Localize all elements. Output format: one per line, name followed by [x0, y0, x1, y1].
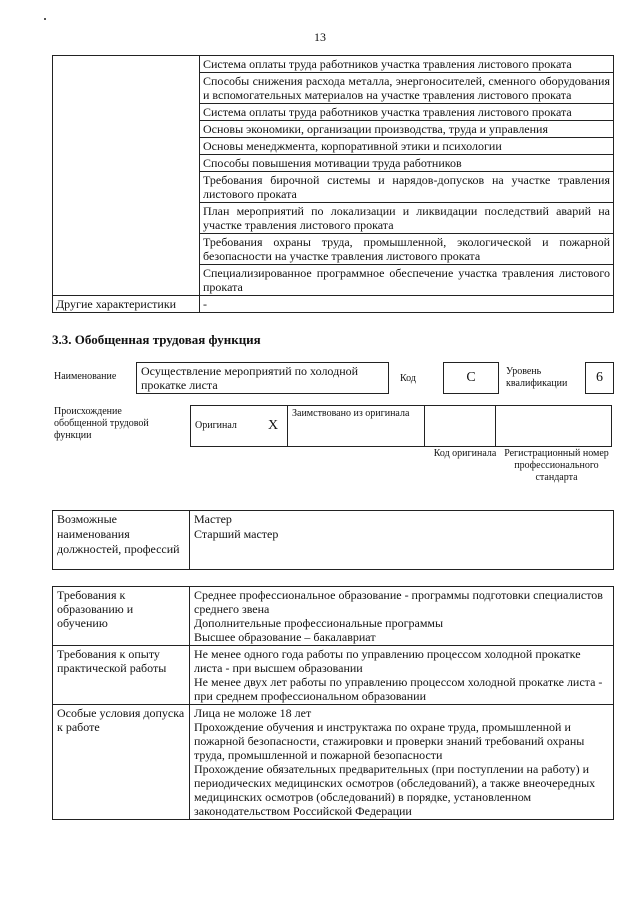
- reg-number-cell: [496, 406, 612, 447]
- position-item: Старший мастер: [194, 527, 279, 541]
- table-cell: Способы повышения мотивации труда работников: [200, 155, 614, 172]
- table-cell: Требования бирочной системы и нарядов-допусков на участке травления листового проката: [200, 172, 614, 203]
- other-characteristics-value: -: [200, 296, 614, 313]
- requirement-line: Не менее двух лет работы по управлению процессом холодной прокатке листа - при среднем профессиональном образовании: [194, 675, 603, 703]
- knowledge-table: [52, 55, 614, 313]
- code-box: [443, 362, 499, 394]
- section-title: 3.3. Обобщенная трудовая функция: [52, 332, 261, 347]
- special-conditions-values: [190, 705, 614, 820]
- page-number: 13: [314, 30, 326, 44]
- education-label: Требования к образованию и обучению: [53, 587, 190, 646]
- requirement-line: Среднее профессиональное образование - программы подготовки специалистов среднего звена: [194, 588, 603, 616]
- table-cell: Специализированное программное обеспечение участка травления листового проката: [200, 265, 614, 296]
- reg-number-caption: Регистрационный номер профессионального стандарта: [504, 448, 609, 483]
- table-row: [53, 296, 614, 313]
- experience-label: Требования к опыту практической работы: [53, 646, 190, 705]
- experience-values: [190, 646, 614, 705]
- requirement-line: Прохождение обязательных предварительных (при поступлении на работу) и периодических медицинских осмотров (обследований), а также внеочередных медицинских осмотров (обследований) в порядке, установленном законодательством Российской Федерации: [194, 762, 596, 818]
- function-name: Осуществление мероприятий по холодной прокатке листа: [141, 364, 359, 392]
- other-characteristics-label: Другие характеристики: [53, 296, 200, 313]
- origin-table: [190, 405, 612, 447]
- requirement-line: Прохождение обучения и инструктажа по охране труда, промышленной и пожарной безопасности, стажировки и проверки знаний требований охраны труда, промышленной и пожарной безопасности: [194, 720, 585, 762]
- table-row: [53, 587, 614, 646]
- education-values: [190, 587, 614, 646]
- level-label: Уровень квалификации: [506, 366, 568, 389]
- positions-values: [190, 511, 614, 570]
- code-label: Код: [400, 373, 416, 384]
- table-cell: Основы менеджмента, корпоративной этики и психологии: [200, 138, 614, 155]
- empty-label-cell: [53, 56, 200, 296]
- table-cell: План мероприятий по локализации и ликвидации последствий аварий на участке травления листового проката: [200, 203, 614, 234]
- borrowed-label: Заимствовано из оригинала: [288, 406, 425, 447]
- table-row: [53, 511, 614, 570]
- positions-table: [52, 510, 614, 570]
- table-row: [53, 705, 614, 820]
- level-value: 6: [596, 370, 603, 385]
- requirement-line: Высшее образование – бакалавриат: [194, 630, 376, 644]
- table-cell: Требования охраны труда, промышленной, экологической и пожарной безопасности на участке травления листового проката: [200, 234, 614, 265]
- table-row: [191, 406, 612, 447]
- table-row: [53, 56, 614, 73]
- positions-label: Возможные наименования должностей, профессий: [53, 511, 190, 570]
- requirement-line: Лица не моложе 18 лет: [194, 706, 312, 720]
- special-conditions-label: Особые условия допуска к работе: [53, 705, 190, 820]
- original-label: Оригинал: [191, 406, 260, 447]
- table-cell: Система оплаты труда работников участка травления листового проката: [200, 104, 614, 121]
- code-value: C: [466, 370, 476, 385]
- table-cell: Основы экономики, организации производства, труда и управления: [200, 121, 614, 138]
- requirements-table: [52, 586, 614, 820]
- requirement-line: Не менее одного года работы по управлению процессом холодной прокатке листа - при высшем образовании: [194, 647, 581, 675]
- code-original-cell: [425, 406, 496, 447]
- original-mark: X: [259, 406, 288, 447]
- scan-speck: [44, 18, 46, 20]
- origin-label: Происхождение обобщенной трудовой функции: [54, 406, 149, 441]
- name-label: Наименование: [54, 371, 117, 382]
- function-name-box: [136, 362, 389, 394]
- level-box: [585, 362, 614, 394]
- position-item: Мастер: [194, 512, 232, 526]
- table-cell: Система оплаты труда работников участка травления листового проката: [200, 56, 614, 73]
- table-cell: Способы снижения расхода металла, энергоносителей, сменного оборудования и вспомогательных материалов на участке травления листового проката: [200, 73, 614, 104]
- requirement-line: Дополнительные профессиональные программы: [194, 616, 444, 630]
- code-original-caption: Код оригинала: [433, 448, 497, 459]
- table-row: [53, 646, 614, 705]
